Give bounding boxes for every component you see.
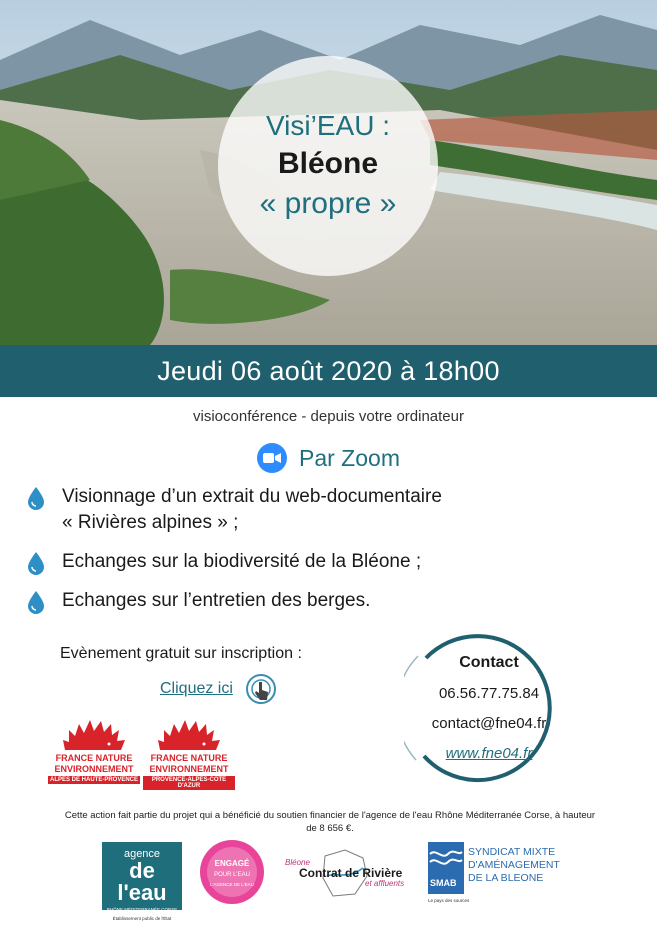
title-line-1: Visi’EAU :	[266, 110, 390, 141]
zoom-label: Par Zoom	[299, 444, 400, 471]
fne-logo-paca	[143, 718, 235, 796]
event-subtitle: visioconférence - depuis votre ordinateur	[193, 408, 464, 425]
contrat-word: Bléone	[285, 858, 310, 867]
title-line-3: « propre »	[259, 187, 397, 220]
fne-name-line: ENVIRONNEMENT	[54, 764, 134, 774]
fne-logo-alpes	[48, 718, 140, 796]
event-date-banner: Jeudi 06 août 2020 à 18h00	[0, 345, 657, 397]
smab-acronym: SMAB	[430, 878, 457, 888]
contrat-title: Contrat de Rivière	[299, 866, 403, 880]
agence-region: RHÔNE MÉDITERRANÉE CORSE	[106, 907, 178, 912]
funding-notice	[28, 809, 632, 835]
fne-name-line: FRANCE NATURE	[150, 753, 228, 763]
contact-block	[404, 628, 574, 783]
bullet-text	[62, 549, 421, 575]
contrat-riviere-logo	[285, 846, 415, 906]
fne-name-line: FRANCE NATURE	[55, 753, 133, 763]
list-item	[26, 484, 636, 536]
smab-line: DE LA BLEONE	[468, 872, 544, 884]
funding-text: Cette action fait partie du projet qui a bénéficié du soutien financier de l'agence de l'eau Rhône Méditerranée Corse, à hauteur	[64, 810, 596, 821]
partner-logos	[0, 836, 657, 921]
agence-word: agence	[123, 848, 161, 860]
fne-name-line: ENVIRONNEMENT	[149, 764, 229, 774]
registration-label: Evènement gratuit sur inscription :	[60, 645, 302, 662]
fne-region: ALPES DE HAUTE-PROVENCE	[49, 777, 138, 783]
engage-line: ENGAGÉ	[214, 859, 250, 868]
list-item	[26, 549, 636, 575]
touch-click-icon[interactable]	[245, 673, 277, 705]
engage-eau-logo	[198, 838, 266, 906]
agence-status: Établissement public de l'État	[112, 916, 172, 921]
wave-icon	[428, 842, 464, 872]
smab-line: SYNDICAT MIXTE	[468, 846, 556, 858]
bullet-line: Echanges sur la biodiversité de la Bléone ;	[62, 551, 422, 572]
smab-line: D'AMÉNAGEMENT	[468, 859, 560, 871]
water-drop-icon	[26, 590, 46, 614]
smab-logo	[428, 842, 568, 902]
zoom-camera-icon	[257, 443, 287, 473]
funding-amount: de 8 656 €.	[306, 823, 354, 834]
contrat-word: et affluents	[365, 879, 405, 888]
registration-row	[160, 673, 360, 705]
engage-line: L'AGENCE DE L'EAU	[210, 882, 254, 887]
water-drop-icon	[26, 486, 46, 510]
title-circle	[218, 56, 438, 276]
bullet-text	[62, 588, 370, 614]
smab-tagline: Le pays des sources	[428, 898, 470, 903]
agence-word: de l'eau	[117, 858, 167, 905]
smab-box	[428, 842, 464, 894]
smab-name	[468, 846, 560, 885]
contact-title: Contact	[459, 654, 519, 671]
registration-block	[60, 645, 360, 705]
contact-website-link[interactable]: www.fne04.fr	[445, 745, 533, 762]
contact-email[interactable]: contact@fne04.fr	[431, 715, 547, 732]
engage-line: POUR L'EAU	[214, 872, 250, 878]
contact-phone[interactable]: 06.56.77.75.84	[438, 685, 540, 702]
hedgehog-icon	[154, 718, 224, 752]
activity-list	[26, 484, 636, 627]
bullet-line: « Rivières alpines » ;	[62, 512, 239, 533]
title-line-2: Bléone	[277, 147, 379, 180]
bullet-line: Visionnage d’un extrait du web-documentaire	[62, 486, 442, 507]
fne-region: PROVENCE-ALPES-CÔTE D'AZUR	[143, 776, 235, 790]
bullet-line: Echanges sur l’entretien des berges.	[62, 590, 371, 611]
agence-eau-logo	[102, 842, 182, 921]
zoom-row	[0, 443, 657, 473]
register-link[interactable]: Cliquez ici	[160, 680, 233, 697]
list-item	[26, 588, 636, 614]
water-drop-icon	[26, 551, 46, 575]
bullet-text	[62, 484, 442, 536]
hedgehog-icon	[59, 718, 129, 752]
contact-body	[404, 654, 574, 762]
